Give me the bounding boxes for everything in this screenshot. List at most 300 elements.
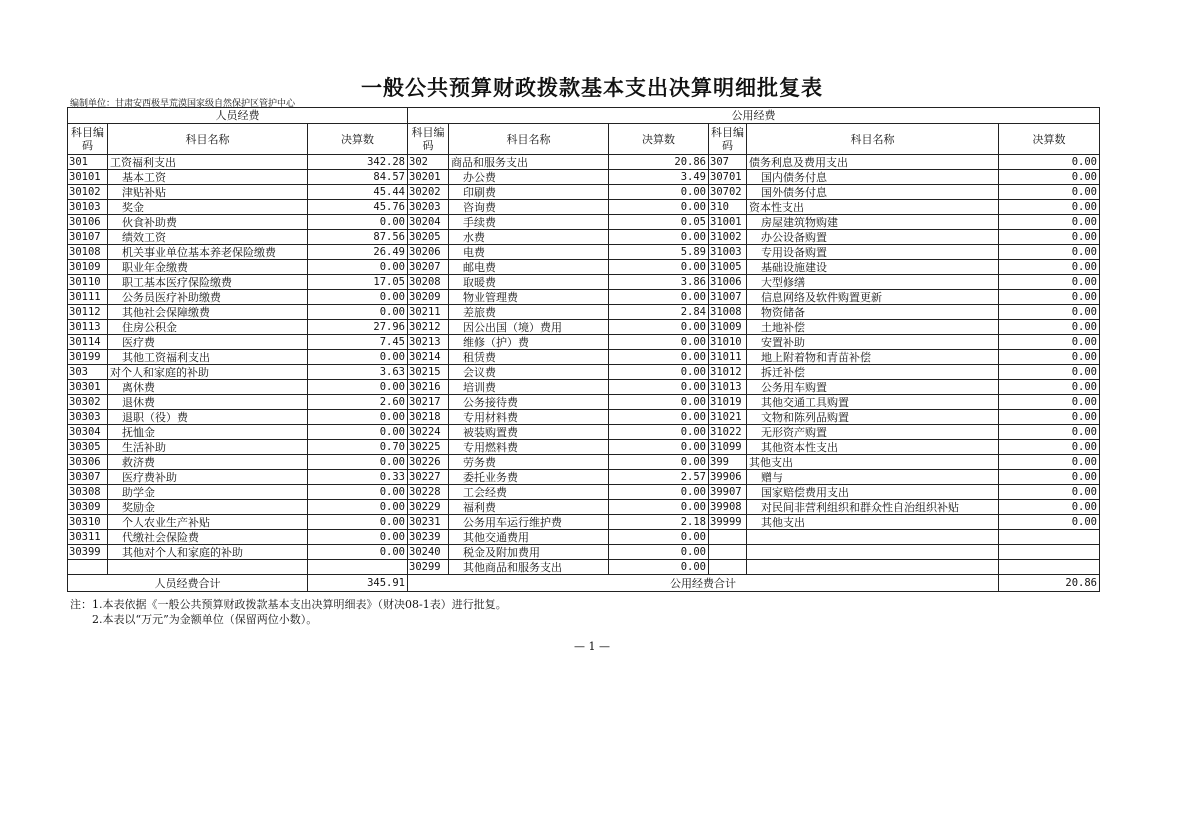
goods-code-cell: 30227 xyxy=(408,470,449,485)
table-row xyxy=(68,200,1100,215)
personnel-code-cell: 30110 xyxy=(68,275,108,290)
table-row xyxy=(68,485,1100,500)
capital-name-cell: 其他交通工具购置 xyxy=(747,395,999,410)
capital-name-cell: 无形资产购置 xyxy=(747,425,999,440)
goods-code-cell: 30229 xyxy=(408,500,449,515)
personnel-code-cell: 30399 xyxy=(68,545,108,560)
personnel-name-cell: 对个人和家庭的补助 xyxy=(108,365,308,380)
personnel-code-cell: 30307 xyxy=(68,470,108,485)
table-row xyxy=(68,440,1100,455)
capital-name-cell: 物资储备 xyxy=(747,305,999,320)
capital-amount-cell: 0.00 xyxy=(999,245,1100,260)
goods-code-cell: 30215 xyxy=(408,365,449,380)
personnel-name-cell xyxy=(108,560,308,575)
goods-code-cell: 30226 xyxy=(408,455,449,470)
goods-code-cell: 30208 xyxy=(408,275,449,290)
capital-name-cell: 大型修缮 xyxy=(747,275,999,290)
capital-code-cell: 39999 xyxy=(709,515,747,530)
capital-amount-cell: 0.00 xyxy=(999,230,1100,245)
page-number: — 1 — xyxy=(574,640,610,653)
personnel-code-cell: 30305 xyxy=(68,440,108,455)
personnel-name-cell: 退休费 xyxy=(108,395,308,410)
personnel-code-cell: 30306 xyxy=(68,455,108,470)
capital-amount-cell: 0.00 xyxy=(999,485,1100,500)
goods-code-cell: 30212 xyxy=(408,320,449,335)
capital-name-cell: 债务利息及费用支出 xyxy=(747,155,999,170)
goods-code-cell: 302 xyxy=(408,155,449,170)
personnel-amount-cell: 0.00 xyxy=(308,260,408,275)
goods-code-cell: 30202 xyxy=(408,185,449,200)
personnel-total-label: 人员经费合计 xyxy=(68,575,308,592)
capital-name-cell: 地上附着物和青苗补偿 xyxy=(747,350,999,365)
capital-code-cell: 31010 xyxy=(709,335,747,350)
capital-code-cell: 39906 xyxy=(709,470,747,485)
goods-amount-cell: 5.89 xyxy=(609,245,709,260)
personnel-amount-cell: 84.57 xyxy=(308,170,408,185)
capital-name-cell: 赠与 xyxy=(747,470,999,485)
personnel-code-cell: 30199 xyxy=(68,350,108,365)
personnel-code-cell: 30311 xyxy=(68,530,108,545)
personnel-code-cell: 30103 xyxy=(68,200,108,215)
personnel-name-cell: 绩效工资 xyxy=(108,230,308,245)
personnel-code-cell: 303 xyxy=(68,365,108,380)
goods-amount-cell: 0.00 xyxy=(609,455,709,470)
personnel-name-cell: 机关事业单位基本养老保险缴费 xyxy=(108,245,308,260)
goods-name-cell: 培训费 xyxy=(449,380,609,395)
capital-code-cell: 39908 xyxy=(709,500,747,515)
goods-code-cell: 30218 xyxy=(408,410,449,425)
public-header: 公用经费 xyxy=(408,108,1100,124)
table-row xyxy=(68,500,1100,515)
table-row xyxy=(68,545,1100,560)
table-row xyxy=(68,395,1100,410)
personnel-code-cell: 30112 xyxy=(68,305,108,320)
goods-amount-cell: 2.57 xyxy=(609,470,709,485)
capital-amount-cell xyxy=(999,560,1100,575)
capital-amount-cell: 0.00 xyxy=(999,425,1100,440)
capital-name-cell: 办公设备购置 xyxy=(747,230,999,245)
capital-amount-cell: 0.00 xyxy=(999,470,1100,485)
goods-name-cell: 会议费 xyxy=(449,365,609,380)
personnel-code-cell: 30102 xyxy=(68,185,108,200)
goods-name-cell: 专用材料费 xyxy=(449,410,609,425)
personnel-name-cell: 奖金 xyxy=(108,200,308,215)
capital-name-cell: 文物和陈列品购置 xyxy=(747,410,999,425)
capital-amount-cell: 0.00 xyxy=(999,395,1100,410)
goods-amount-cell: 0.00 xyxy=(609,200,709,215)
personnel-amount-cell: 0.00 xyxy=(308,425,408,440)
capital-amount-cell: 0.00 xyxy=(999,515,1100,530)
goods-amount-cell: 0.00 xyxy=(609,260,709,275)
capital-code-cell xyxy=(709,560,747,575)
table-row xyxy=(68,260,1100,275)
capital-amount-cell: 0.00 xyxy=(999,305,1100,320)
personnel-name-cell: 离休费 xyxy=(108,380,308,395)
goods-amount-cell: 0.00 xyxy=(609,500,709,515)
capital-code-cell: 31099 xyxy=(709,440,747,455)
goods-code-cell: 30205 xyxy=(408,230,449,245)
goods-name-cell: 咨询费 xyxy=(449,200,609,215)
capital-amount-cell xyxy=(999,545,1100,560)
personnel-amount-cell: 7.45 xyxy=(308,335,408,350)
personnel-amount-cell: 0.33 xyxy=(308,470,408,485)
table-row xyxy=(68,245,1100,260)
personnel-code-cell: 30304 xyxy=(68,425,108,440)
capital-amount-cell: 0.00 xyxy=(999,365,1100,380)
goods-name-cell: 租赁费 xyxy=(449,350,609,365)
personnel-amount-cell xyxy=(308,560,408,575)
capital-code-cell xyxy=(709,530,747,545)
goods-name-cell: 其他商品和服务支出 xyxy=(449,560,609,575)
personnel-code-cell: 30113 xyxy=(68,320,108,335)
personnel-code-cell: 30109 xyxy=(68,260,108,275)
goods-code-cell: 30203 xyxy=(408,200,449,215)
table-row xyxy=(68,155,1100,170)
goods-code-cell: 30207 xyxy=(408,260,449,275)
personnel-code-cell: 30309 xyxy=(68,500,108,515)
table-row xyxy=(68,470,1100,485)
table-row xyxy=(68,515,1100,530)
capital-code-cell: 31001 xyxy=(709,215,747,230)
personnel-amount-cell: 0.00 xyxy=(308,410,408,425)
expenditure-table xyxy=(67,107,1100,592)
goods-name-cell: 水费 xyxy=(449,230,609,245)
goods-code-cell: 30201 xyxy=(408,170,449,185)
goods-amount-cell: 0.00 xyxy=(609,410,709,425)
personnel-name-cell: 伙食补助费 xyxy=(108,215,308,230)
capital-name-cell: 其他支出 xyxy=(747,515,999,530)
goods-name-cell: 电费 xyxy=(449,245,609,260)
table-row xyxy=(68,380,1100,395)
capital-amount-cell: 0.00 xyxy=(999,410,1100,425)
personnel-name-cell: 工资福利支出 xyxy=(108,155,308,170)
capital-code-cell: 307 xyxy=(709,155,747,170)
personnel-amount-cell: 0.00 xyxy=(308,350,408,365)
personnel-code-cell xyxy=(68,560,108,575)
personnel-code-cell: 30111 xyxy=(68,290,108,305)
goods-amount-cell: 0.00 xyxy=(609,365,709,380)
personnel-amount-cell: 0.00 xyxy=(308,290,408,305)
compiling-unit: 编制单位：甘肃安西极旱荒漠国家级自然保护区管护中心 xyxy=(70,99,296,109)
capital-amount-cell: 0.00 xyxy=(999,170,1100,185)
col-name-header: 科目名称 xyxy=(108,124,308,155)
personnel-amount-cell: 26.49 xyxy=(308,245,408,260)
capital-code-cell: 30701 xyxy=(709,170,747,185)
goods-amount-cell: 0.00 xyxy=(609,290,709,305)
goods-amount-cell: 0.05 xyxy=(609,215,709,230)
personnel-name-cell: 其他工资福利支出 xyxy=(108,350,308,365)
notes xyxy=(70,597,507,627)
col-name-header: 科目名称 xyxy=(747,124,999,155)
personnel-name-cell: 个人农业生产补贴 xyxy=(108,515,308,530)
totals-row xyxy=(68,575,1100,592)
goods-amount-cell: 0.00 xyxy=(609,530,709,545)
table-row xyxy=(68,320,1100,335)
col-code-header: 科目编码 xyxy=(408,124,449,155)
personnel-name-cell: 救济费 xyxy=(108,455,308,470)
table-row xyxy=(68,530,1100,545)
capital-amount-cell: 0.00 xyxy=(999,320,1100,335)
capital-amount-cell: 0.00 xyxy=(999,440,1100,455)
goods-name-cell: 福利费 xyxy=(449,500,609,515)
goods-amount-cell: 0.00 xyxy=(609,395,709,410)
table-row xyxy=(68,365,1100,380)
goods-amount-cell: 3.86 xyxy=(609,275,709,290)
goods-code-cell: 30209 xyxy=(408,290,449,305)
personnel-name-cell: 基本工资 xyxy=(108,170,308,185)
capital-code-cell: 31012 xyxy=(709,365,747,380)
public-total-value: 20.86 xyxy=(999,575,1100,592)
capital-name-cell: 专用设备购置 xyxy=(747,245,999,260)
capital-code-cell: 31022 xyxy=(709,425,747,440)
capital-name-cell: 国内债务付息 xyxy=(747,170,999,185)
goods-name-cell: 其他交通费用 xyxy=(449,530,609,545)
goods-code-cell: 30299 xyxy=(408,560,449,575)
goods-amount-cell: 0.00 xyxy=(609,440,709,455)
table-row xyxy=(68,350,1100,365)
goods-name-cell: 商品和服务支出 xyxy=(449,155,609,170)
table-row xyxy=(68,230,1100,245)
capital-code-cell xyxy=(709,545,747,560)
personnel-amount-cell: 0.00 xyxy=(308,515,408,530)
goods-name-cell: 取暖费 xyxy=(449,275,609,290)
personnel-code-cell: 301 xyxy=(68,155,108,170)
capital-code-cell: 31009 xyxy=(709,320,747,335)
note-2: 2.本表以“万元”为金额单位（保留两位小数）。 xyxy=(70,613,318,626)
goods-amount-cell: 2.18 xyxy=(609,515,709,530)
goods-name-cell: 公务接待费 xyxy=(449,395,609,410)
personnel-amount-cell: 0.00 xyxy=(308,530,408,545)
goods-name-cell: 工会经费 xyxy=(449,485,609,500)
capital-name-cell xyxy=(747,545,999,560)
capital-name-cell: 其他资本性支出 xyxy=(747,440,999,455)
goods-code-cell: 30213 xyxy=(408,335,449,350)
goods-name-cell: 手续费 xyxy=(449,215,609,230)
capital-code-cell: 31005 xyxy=(709,260,747,275)
personnel-amount-cell: 17.05 xyxy=(308,275,408,290)
personnel-code-cell: 30301 xyxy=(68,380,108,395)
table-row xyxy=(68,290,1100,305)
capital-code-cell: 30702 xyxy=(709,185,747,200)
table-row xyxy=(68,305,1100,320)
table-row xyxy=(68,170,1100,185)
personnel-amount-cell: 0.00 xyxy=(308,545,408,560)
personnel-code-cell: 30106 xyxy=(68,215,108,230)
goods-name-cell: 印刷费 xyxy=(449,185,609,200)
personnel-total-value: 345.91 xyxy=(308,575,408,592)
capital-amount-cell: 0.00 xyxy=(999,260,1100,275)
goods-code-cell: 30204 xyxy=(408,215,449,230)
personnel-amount-cell: 0.00 xyxy=(308,455,408,470)
goods-code-cell: 30211 xyxy=(408,305,449,320)
page-title: 一般公共预算财政拨款基本支出决算明细批复表 xyxy=(361,76,823,100)
goods-code-cell: 30217 xyxy=(408,395,449,410)
personnel-name-cell: 医疗费 xyxy=(108,335,308,350)
personnel-amount-cell: 0.70 xyxy=(308,440,408,455)
personnel-amount-cell: 2.60 xyxy=(308,395,408,410)
personnel-name-cell: 助学金 xyxy=(108,485,308,500)
personnel-code-cell: 30303 xyxy=(68,410,108,425)
personnel-amount-cell: 45.44 xyxy=(308,185,408,200)
personnel-code-cell: 30308 xyxy=(68,485,108,500)
goods-code-cell: 30206 xyxy=(408,245,449,260)
capital-name-cell: 资本性支出 xyxy=(747,200,999,215)
capital-name-cell: 基础设施建设 xyxy=(747,260,999,275)
goods-code-cell: 30225 xyxy=(408,440,449,455)
goods-amount-cell: 0.00 xyxy=(609,350,709,365)
goods-name-cell: 物业管理费 xyxy=(449,290,609,305)
capital-amount-cell: 0.00 xyxy=(999,215,1100,230)
capital-name-cell xyxy=(747,560,999,575)
capital-amount-cell: 0.00 xyxy=(999,335,1100,350)
goods-amount-cell: 0.00 xyxy=(609,485,709,500)
goods-name-cell: 公务用车运行维护费 xyxy=(449,515,609,530)
capital-amount-cell: 0.00 xyxy=(999,290,1100,305)
personnel-amount-cell: 45.76 xyxy=(308,200,408,215)
table-row xyxy=(68,275,1100,290)
note-1: 注：1.本表依据《一般公共预算财政拨款基本支出决算明细表》（财决08-1表）进行批复。 xyxy=(70,598,507,611)
goods-amount-cell: 0.00 xyxy=(609,380,709,395)
personnel-name-cell: 奖励金 xyxy=(108,500,308,515)
table-row xyxy=(68,185,1100,200)
capital-code-cell: 31019 xyxy=(709,395,747,410)
goods-name-cell: 因公出国（境）费用 xyxy=(449,320,609,335)
goods-amount-cell: 0.00 xyxy=(609,230,709,245)
capital-amount-cell: 0.00 xyxy=(999,350,1100,365)
goods-code-cell: 30214 xyxy=(408,350,449,365)
goods-code-cell: 30224 xyxy=(408,425,449,440)
goods-amount-cell: 0.00 xyxy=(609,545,709,560)
goods-code-cell: 30228 xyxy=(408,485,449,500)
col-code-header: 科目编码 xyxy=(709,124,747,155)
capital-code-cell: 31013 xyxy=(709,380,747,395)
personnel-name-cell: 公务员医疗补助缴费 xyxy=(108,290,308,305)
goods-code-cell: 30231 xyxy=(408,515,449,530)
capital-name-cell xyxy=(747,530,999,545)
capital-name-cell: 公务用车购置 xyxy=(747,380,999,395)
capital-name-cell: 拆迁补偿 xyxy=(747,365,999,380)
capital-code-cell: 31011 xyxy=(709,350,747,365)
personnel-amount-cell: 0.00 xyxy=(308,485,408,500)
capital-code-cell: 31021 xyxy=(709,410,747,425)
personnel-name-cell: 住房公积金 xyxy=(108,320,308,335)
goods-name-cell: 办公费 xyxy=(449,170,609,185)
personnel-amount-cell: 0.00 xyxy=(308,305,408,320)
capital-code-cell: 31002 xyxy=(709,230,747,245)
table-row xyxy=(68,560,1100,575)
col-name-header: 科目名称 xyxy=(449,124,609,155)
personnel-amount-cell: 3.63 xyxy=(308,365,408,380)
goods-code-cell: 30240 xyxy=(408,545,449,560)
personnel-name-cell: 津贴补贴 xyxy=(108,185,308,200)
capital-code-cell: 310 xyxy=(709,200,747,215)
goods-amount-cell: 20.86 xyxy=(609,155,709,170)
personnel-amount-cell: 87.56 xyxy=(308,230,408,245)
goods-amount-cell: 0.00 xyxy=(609,335,709,350)
table-row xyxy=(68,410,1100,425)
col-amount-header: 决算数 xyxy=(999,124,1100,155)
capital-amount-cell: 0.00 xyxy=(999,455,1100,470)
goods-name-cell: 委托业务费 xyxy=(449,470,609,485)
table-row xyxy=(68,455,1100,470)
personnel-name-cell: 退职（役）费 xyxy=(108,410,308,425)
capital-name-cell: 安置补助 xyxy=(747,335,999,350)
capital-amount-cell: 0.00 xyxy=(999,380,1100,395)
goods-amount-cell: 3.49 xyxy=(609,170,709,185)
capital-name-cell: 信息网络及软件购置更新 xyxy=(747,290,999,305)
personnel-name-cell: 医疗费补助 xyxy=(108,470,308,485)
personnel-name-cell: 职工基本医疗保险缴费 xyxy=(108,275,308,290)
goods-name-cell: 差旅费 xyxy=(449,305,609,320)
goods-code-cell: 30239 xyxy=(408,530,449,545)
capital-amount-cell: 0.00 xyxy=(999,275,1100,290)
col-amount-header: 决算数 xyxy=(609,124,709,155)
capital-code-cell: 39907 xyxy=(709,485,747,500)
goods-code-cell: 30216 xyxy=(408,380,449,395)
table-row xyxy=(68,215,1100,230)
capital-code-cell: 31003 xyxy=(709,245,747,260)
personnel-code-cell: 30101 xyxy=(68,170,108,185)
personnel-name-cell: 抚恤金 xyxy=(108,425,308,440)
goods-name-cell: 邮电费 xyxy=(449,260,609,275)
goods-name-cell: 税金及附加费用 xyxy=(449,545,609,560)
col-code-header: 科目编码 xyxy=(68,124,108,155)
capital-name-cell: 其他支出 xyxy=(747,455,999,470)
personnel-header: 人员经费 xyxy=(68,108,408,124)
goods-amount-cell: 2.84 xyxy=(609,305,709,320)
capital-amount-cell: 0.00 xyxy=(999,185,1100,200)
personnel-code-cell: 30108 xyxy=(68,245,108,260)
capital-amount-cell xyxy=(999,530,1100,545)
personnel-amount-cell: 0.00 xyxy=(308,215,408,230)
capital-amount-cell: 0.00 xyxy=(999,500,1100,515)
personnel-name-cell: 职业年金缴费 xyxy=(108,260,308,275)
goods-name-cell: 维修（护）费 xyxy=(449,335,609,350)
goods-name-cell: 劳务费 xyxy=(449,455,609,470)
personnel-name-cell: 代缴社会保险费 xyxy=(108,530,308,545)
goods-amount-cell: 0.00 xyxy=(609,425,709,440)
capital-code-cell: 31008 xyxy=(709,305,747,320)
personnel-amount-cell: 0.00 xyxy=(308,380,408,395)
personnel-code-cell: 30302 xyxy=(68,395,108,410)
col-amount-header: 决算数 xyxy=(308,124,408,155)
goods-amount-cell: 0.00 xyxy=(609,560,709,575)
personnel-code-cell: 30114 xyxy=(68,335,108,350)
table-row xyxy=(68,425,1100,440)
capital-code-cell: 399 xyxy=(709,455,747,470)
personnel-name-cell: 其他对个人和家庭的补助 xyxy=(108,545,308,560)
capital-name-cell: 房屋建筑物购建 xyxy=(747,215,999,230)
personnel-name-cell: 生活补助 xyxy=(108,440,308,455)
personnel-name-cell: 其他社会保障缴费 xyxy=(108,305,308,320)
capital-name-cell: 国外债务付息 xyxy=(747,185,999,200)
public-total-label: 公用经费合计 xyxy=(408,575,999,592)
capital-amount-cell: 0.00 xyxy=(999,200,1100,215)
goods-amount-cell: 0.00 xyxy=(609,185,709,200)
capital-name-cell: 国家赔偿费用支出 xyxy=(747,485,999,500)
goods-amount-cell: 0.00 xyxy=(609,320,709,335)
goods-name-cell: 专用燃料费 xyxy=(449,440,609,455)
personnel-code-cell: 30310 xyxy=(68,515,108,530)
capital-name-cell: 对民间非营利组织和群众性自治组织补贴 xyxy=(747,500,999,515)
table-row xyxy=(68,335,1100,350)
capital-amount-cell: 0.00 xyxy=(999,155,1100,170)
personnel-amount-cell: 0.00 xyxy=(308,500,408,515)
goods-name-cell: 被装购置费 xyxy=(449,425,609,440)
capital-code-cell: 31006 xyxy=(709,275,747,290)
capital-name-cell: 土地补偿 xyxy=(747,320,999,335)
capital-code-cell: 31007 xyxy=(709,290,747,305)
